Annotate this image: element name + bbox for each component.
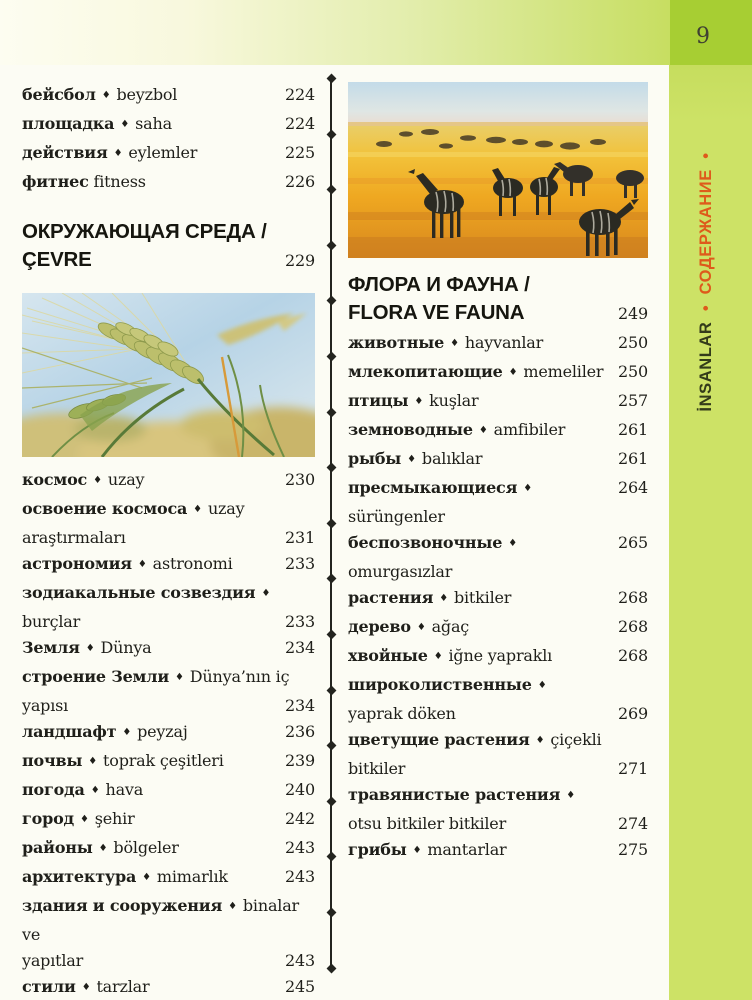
term-tr: mantarlar: [427, 840, 507, 859]
entry-line: [22, 664, 315, 693]
entry-line: [348, 475, 648, 530]
term-tr: beyzbol: [116, 85, 178, 104]
entry-text: [22, 748, 224, 777]
page-ref: 233: [285, 554, 315, 573]
page-ref: 264: [618, 478, 648, 497]
diamond-bullet-icon: ♦: [142, 872, 151, 883]
toc-entry: [22, 140, 315, 169]
entry-line: [348, 837, 648, 866]
page-ref: 275: [618, 840, 648, 859]
term-tr: peyzaj: [137, 722, 188, 741]
page-ref: 234: [285, 696, 315, 715]
diamond-bullet-icon: ♦: [88, 756, 98, 767]
right-column: [348, 82, 648, 866]
entry-text: [348, 475, 612, 530]
entry-line: [348, 727, 648, 756]
entry-line: [348, 530, 648, 585]
term-tr: bölgeler: [113, 838, 179, 857]
term-ru: пресмыкающиеся: [348, 478, 518, 497]
page-number-block: [670, 0, 752, 65]
entry-line: [22, 111, 315, 140]
term-ru: грибы: [348, 840, 407, 859]
term-ru: дерево: [348, 617, 411, 636]
toc-entry: [348, 672, 648, 727]
entry-line-wrap: [22, 525, 315, 551]
term-ru: бейсбол: [22, 85, 96, 104]
diamond-bullet-icon: ♦: [85, 643, 95, 654]
entry-line-wrap: [348, 756, 648, 782]
page-ref: 250: [618, 333, 648, 352]
term-tr-cont: otsu bitkiler bitkiler: [348, 814, 507, 833]
entry-text: [348, 417, 565, 446]
term-ru: широколиственные: [348, 675, 532, 694]
entry-text: [22, 835, 179, 864]
entry-line: [22, 777, 315, 806]
page-ref: 229: [285, 251, 315, 270]
toc-entry: [348, 388, 648, 417]
page-ref: 243: [285, 838, 315, 857]
diamond-bullet-icon: ♦: [414, 396, 424, 407]
section-title-tr: FLORA VE FAUNA: [348, 301, 525, 324]
page-ref: 243: [285, 867, 315, 886]
toc-entry: [22, 635, 315, 664]
toc-entry: [348, 614, 648, 643]
entry-text: [22, 169, 146, 195]
divider-diamond: [326, 296, 336, 306]
entry-text: [22, 140, 197, 169]
diamond-bullet-icon: ♦: [175, 672, 184, 683]
term-tr: uzay: [207, 499, 245, 518]
section-title-ru: ФЛОРА И ФАУНА /: [348, 273, 530, 296]
term-tr: şehir: [94, 809, 135, 828]
divider-diamond: [326, 407, 336, 417]
diamond-bullet-icon: ♦: [416, 622, 426, 633]
page-ref: 240: [285, 780, 315, 799]
page-ref: 243: [285, 951, 315, 970]
diamond-bullet-icon: ♦: [508, 538, 517, 549]
term-tr: omurgasızlar: [348, 562, 453, 581]
toc-entry: [348, 585, 648, 614]
entry-text: [348, 359, 603, 388]
savanna-photo: [348, 82, 648, 258]
term-ru: архитектура: [22, 867, 137, 886]
page-ref: 271: [618, 759, 648, 778]
entry-text: [22, 580, 276, 609]
entry-text: [348, 837, 506, 866]
toc-entry: [22, 719, 315, 748]
entry-text: [22, 82, 177, 111]
diamond-bullet-icon: ♦: [261, 588, 271, 599]
term-ru: травянистые растения: [348, 785, 561, 804]
term-ru: здания и сооружения: [22, 896, 223, 915]
term-tr-cont: burçlar: [22, 612, 81, 631]
toc-entry: [348, 475, 648, 530]
term-tr-cont: yapısı: [22, 696, 69, 715]
sidebar-bullet-icon: •: [697, 294, 715, 322]
entry-text: [22, 864, 228, 893]
term-ru: ландшафт: [22, 722, 117, 741]
entry-line: [348, 614, 648, 643]
diamond-bullet-icon: ♦: [478, 425, 488, 436]
diamond-bullet-icon: ♦: [80, 814, 89, 825]
term-ru: строение Земли: [22, 667, 169, 686]
entry-line: [22, 580, 315, 609]
entry-text: [348, 672, 552, 701]
diamond-bullet-icon: ♦: [122, 727, 132, 738]
divider-diamond: [326, 185, 336, 195]
diamond-bullet-icon: ♦: [101, 90, 111, 101]
page-ref: 224: [285, 114, 315, 133]
page-ref: 261: [618, 420, 648, 439]
entry-line: [22, 551, 315, 580]
entry-text: [22, 719, 188, 748]
divider-diamond: [326, 352, 336, 362]
term-tr: ağaç: [431, 617, 470, 636]
term-tr: saha: [135, 114, 172, 133]
divider-diamond: [326, 574, 336, 584]
entry-text: [22, 551, 233, 580]
term-tr: eylemler: [128, 143, 198, 162]
section-title-tr-line: [22, 246, 315, 275]
term-tr: bitkiler: [453, 588, 512, 607]
entry-text: [348, 614, 469, 643]
term-tr: uzay: [107, 470, 145, 489]
sidebar-section-label: İNSANLAR: [697, 321, 715, 412]
term-ru: космос: [22, 470, 88, 489]
section-title-ru: ОКРУЖАЮЩАЯ СРЕДА /: [22, 220, 267, 243]
toc-entry: [348, 837, 648, 866]
divider-diamond: [326, 685, 336, 695]
term-ru: районы: [22, 838, 93, 857]
entry-text: [22, 777, 143, 806]
entry-line-wrap: [348, 701, 648, 727]
term-tr-cont: yapıtlar: [22, 951, 84, 970]
term-tr: tarzlar: [96, 977, 150, 996]
term-ru: животные: [348, 333, 445, 352]
term-ru: астрономия: [22, 554, 132, 573]
page-number: 9: [696, 24, 710, 49]
divider-diamond: [326, 852, 336, 862]
diamond-bullet-icon: ♦: [508, 367, 518, 378]
entry-text: [348, 782, 581, 811]
toc-entry: [348, 643, 648, 672]
page-ref: 233: [285, 612, 315, 631]
divider-diamond: [326, 908, 336, 918]
entry-text: [348, 446, 482, 475]
section-title-tr: ÇEVRE: [22, 248, 92, 271]
divider-diamond: [326, 129, 336, 139]
entry-text: [22, 111, 172, 140]
diamond-bullet-icon: ♦: [93, 475, 102, 486]
diamond-bullet-icon: ♦: [537, 680, 547, 691]
diamond-bullet-icon: ♦: [566, 790, 575, 801]
diamond-bullet-icon: ♦: [523, 483, 532, 494]
page-ref: 230: [285, 470, 315, 489]
page-ref: 226: [285, 172, 315, 191]
term-tr: çiçekli: [550, 730, 602, 749]
entry-text: [22, 496, 244, 525]
term-ru: растения: [348, 588, 434, 607]
entry-line: [348, 585, 648, 614]
term-tr: toprak çeşitleri: [103, 751, 224, 770]
page-ref: 268: [618, 617, 648, 636]
entry-line: [22, 169, 315, 195]
term-ru: почвы: [22, 751, 83, 770]
term-ru: город: [22, 809, 75, 828]
term-tr: iğne yapraklı: [448, 646, 553, 665]
term-tr: memeliler: [523, 362, 604, 381]
toc-entry: [348, 727, 648, 782]
page-ref: 268: [618, 646, 648, 665]
diamond-bullet-icon: ♦: [90, 785, 100, 796]
diamond-bullet-icon: ♦: [120, 119, 130, 130]
toc-entry: [22, 496, 315, 551]
column-divider: [330, 78, 332, 968]
entry-line: [348, 446, 648, 475]
divider-diamond: [326, 463, 336, 473]
term-tr-cont: araştırmaları: [22, 528, 126, 547]
page-ref: 242: [285, 809, 315, 828]
term-ru: площадка: [22, 114, 115, 133]
entry-line-wrap: [22, 609, 315, 635]
toc-entry: [22, 580, 315, 635]
page-ref: 257: [618, 391, 648, 410]
entry-text: [22, 664, 289, 693]
term-tr: hayvanlar: [464, 333, 544, 352]
toc-entry: [348, 446, 648, 475]
section-header: [348, 271, 648, 328]
term-ru: птицы: [348, 391, 409, 410]
toc-entry: [22, 864, 315, 893]
term-tr: balıklar: [421, 449, 483, 468]
term-tr: astronomi: [152, 554, 233, 573]
term-ru: погода: [22, 780, 85, 799]
entry-line: [22, 140, 315, 169]
term-tr-cont: yaprak döken: [348, 704, 456, 723]
wheat-photo: [22, 293, 315, 457]
page-ref: 225: [285, 143, 315, 162]
page-ref: 239: [285, 751, 315, 770]
page-ref: 234: [285, 638, 315, 657]
divider-diamond: [326, 518, 336, 528]
page-ref: 250: [618, 362, 648, 381]
term-ru: зодиакальные созвездия: [22, 583, 256, 602]
entry-line: [348, 330, 648, 359]
diamond-bullet-icon: ♦: [439, 593, 448, 604]
toc-entry: [22, 777, 315, 806]
diamond-bullet-icon: ♦: [113, 148, 123, 159]
entry-line: [22, 82, 315, 111]
term-ru: земноводные: [348, 420, 473, 439]
term-tr: binalar ve: [22, 896, 299, 944]
entry-text: [22, 974, 149, 1000]
entry-group: [22, 467, 315, 1000]
diamond-bullet-icon: ♦: [228, 901, 237, 912]
entry-line: [22, 496, 315, 525]
term-ru: Земля: [22, 638, 80, 657]
toc-entry: [348, 359, 648, 388]
term-tr: sürüngenler: [348, 507, 445, 526]
entry-line: [22, 835, 315, 864]
toc-entry: [22, 806, 315, 835]
sidebar-bullet-icon: •: [697, 152, 715, 170]
entry-text: [22, 467, 144, 496]
term-ru: цветущие растения: [348, 730, 530, 749]
entry-text: [22, 806, 135, 835]
page-ref: 249: [618, 304, 648, 323]
toc-entry: [22, 748, 315, 777]
entry-line-wrap: [348, 811, 648, 837]
toc-entry: [22, 893, 315, 974]
toc-entry: [348, 417, 648, 446]
sidebar-contents-label: СОДЕРЖАНИЕ: [697, 169, 715, 295]
entry-group: [348, 330, 648, 866]
entry-line: [22, 467, 315, 496]
term-ru: млекопитающие: [348, 362, 503, 381]
term-ru: действия: [22, 143, 108, 162]
section-title-tr-line: [348, 299, 648, 328]
diamond-bullet-icon: ♦: [193, 504, 202, 515]
term-tr: Dünya: [100, 638, 152, 657]
entry-text: [348, 643, 552, 672]
toc-entry: [22, 169, 315, 195]
entry-line-wrap: [22, 693, 315, 719]
entry-line: [348, 388, 648, 417]
toc-entry: [22, 82, 315, 111]
page-ref: 274: [618, 814, 648, 833]
entry-line: [22, 864, 315, 893]
term-tr: Dünya’nın iç: [189, 667, 290, 686]
divider-diamond: [326, 240, 336, 250]
entry-line: [348, 782, 648, 811]
entry-text: [22, 635, 152, 664]
entry-text: [22, 893, 315, 948]
entry-line: [348, 417, 648, 446]
page-ref: 236: [285, 722, 315, 741]
top-gradient-band: [0, 0, 670, 65]
term-ru: стили: [22, 977, 76, 996]
toc-entry: [22, 551, 315, 580]
diamond-bullet-icon: ♦: [433, 651, 443, 662]
page-ref: 269: [618, 704, 648, 723]
entry-text: [348, 330, 543, 359]
sidebar-vertical-text: [697, 126, 719, 438]
divider-diamond: [326, 741, 336, 751]
left-column: [22, 82, 315, 1000]
term-ru: освоение космоса: [22, 499, 188, 518]
term-tr: fitness: [93, 172, 146, 191]
page-ref: 224: [285, 85, 315, 104]
entry-text: [348, 388, 478, 417]
entry-group: [22, 82, 315, 195]
term-tr: amfibiler: [493, 420, 566, 439]
term-ru: рыбы: [348, 449, 402, 468]
toc-entry: [22, 467, 315, 496]
entry-line: [22, 806, 315, 835]
divider-diamond: [326, 74, 336, 84]
term-tr: mimarlık: [156, 867, 228, 886]
page-ref: 245: [285, 977, 315, 996]
entry-line: [348, 672, 648, 701]
section-header: [22, 218, 315, 275]
term-ru: беспозвоночные: [348, 533, 503, 552]
toc-entry: [22, 974, 315, 1000]
term-ru: фитнес: [22, 172, 89, 191]
entry-text: [348, 530, 612, 585]
page-ref: 265: [618, 533, 648, 552]
entry-line: [22, 719, 315, 748]
toc-entry: [22, 835, 315, 864]
page-ref: 268: [618, 588, 648, 607]
page-ref: 261: [618, 449, 648, 468]
divider-diamond: [326, 796, 336, 806]
diamond-bullet-icon: ♦: [535, 735, 545, 746]
diamond-bullet-icon: ♦: [407, 454, 416, 465]
entry-line: [22, 635, 315, 664]
toc-entry: [348, 330, 648, 359]
toc-entry: [348, 782, 648, 837]
entry-text: [348, 585, 511, 614]
divider-diamond: [326, 963, 336, 973]
diamond-bullet-icon: ♦: [450, 338, 459, 349]
term-tr-cont: bitkiler: [348, 759, 406, 778]
toc-entry: [22, 111, 315, 140]
entry-line: [348, 643, 648, 672]
entry-line-wrap: [22, 948, 315, 974]
diamond-bullet-icon: ♦: [81, 982, 91, 993]
term-ru: хвойные: [348, 646, 428, 665]
divider-diamond: [326, 630, 336, 640]
diamond-bullet-icon: ♦: [137, 559, 147, 570]
term-tr: kuşlar: [429, 391, 479, 410]
entry-line: [348, 359, 648, 388]
entry-line: [22, 893, 315, 948]
diamond-bullet-icon: ♦: [98, 843, 108, 854]
toc-entry: [348, 530, 648, 585]
entry-line: [22, 748, 315, 777]
toc-entry: [22, 664, 315, 719]
diamond-bullet-icon: ♦: [412, 845, 422, 856]
entry-line: [22, 974, 315, 1000]
page-ref: 231: [285, 528, 315, 547]
term-tr: hava: [105, 780, 144, 799]
entry-text: [348, 727, 601, 756]
